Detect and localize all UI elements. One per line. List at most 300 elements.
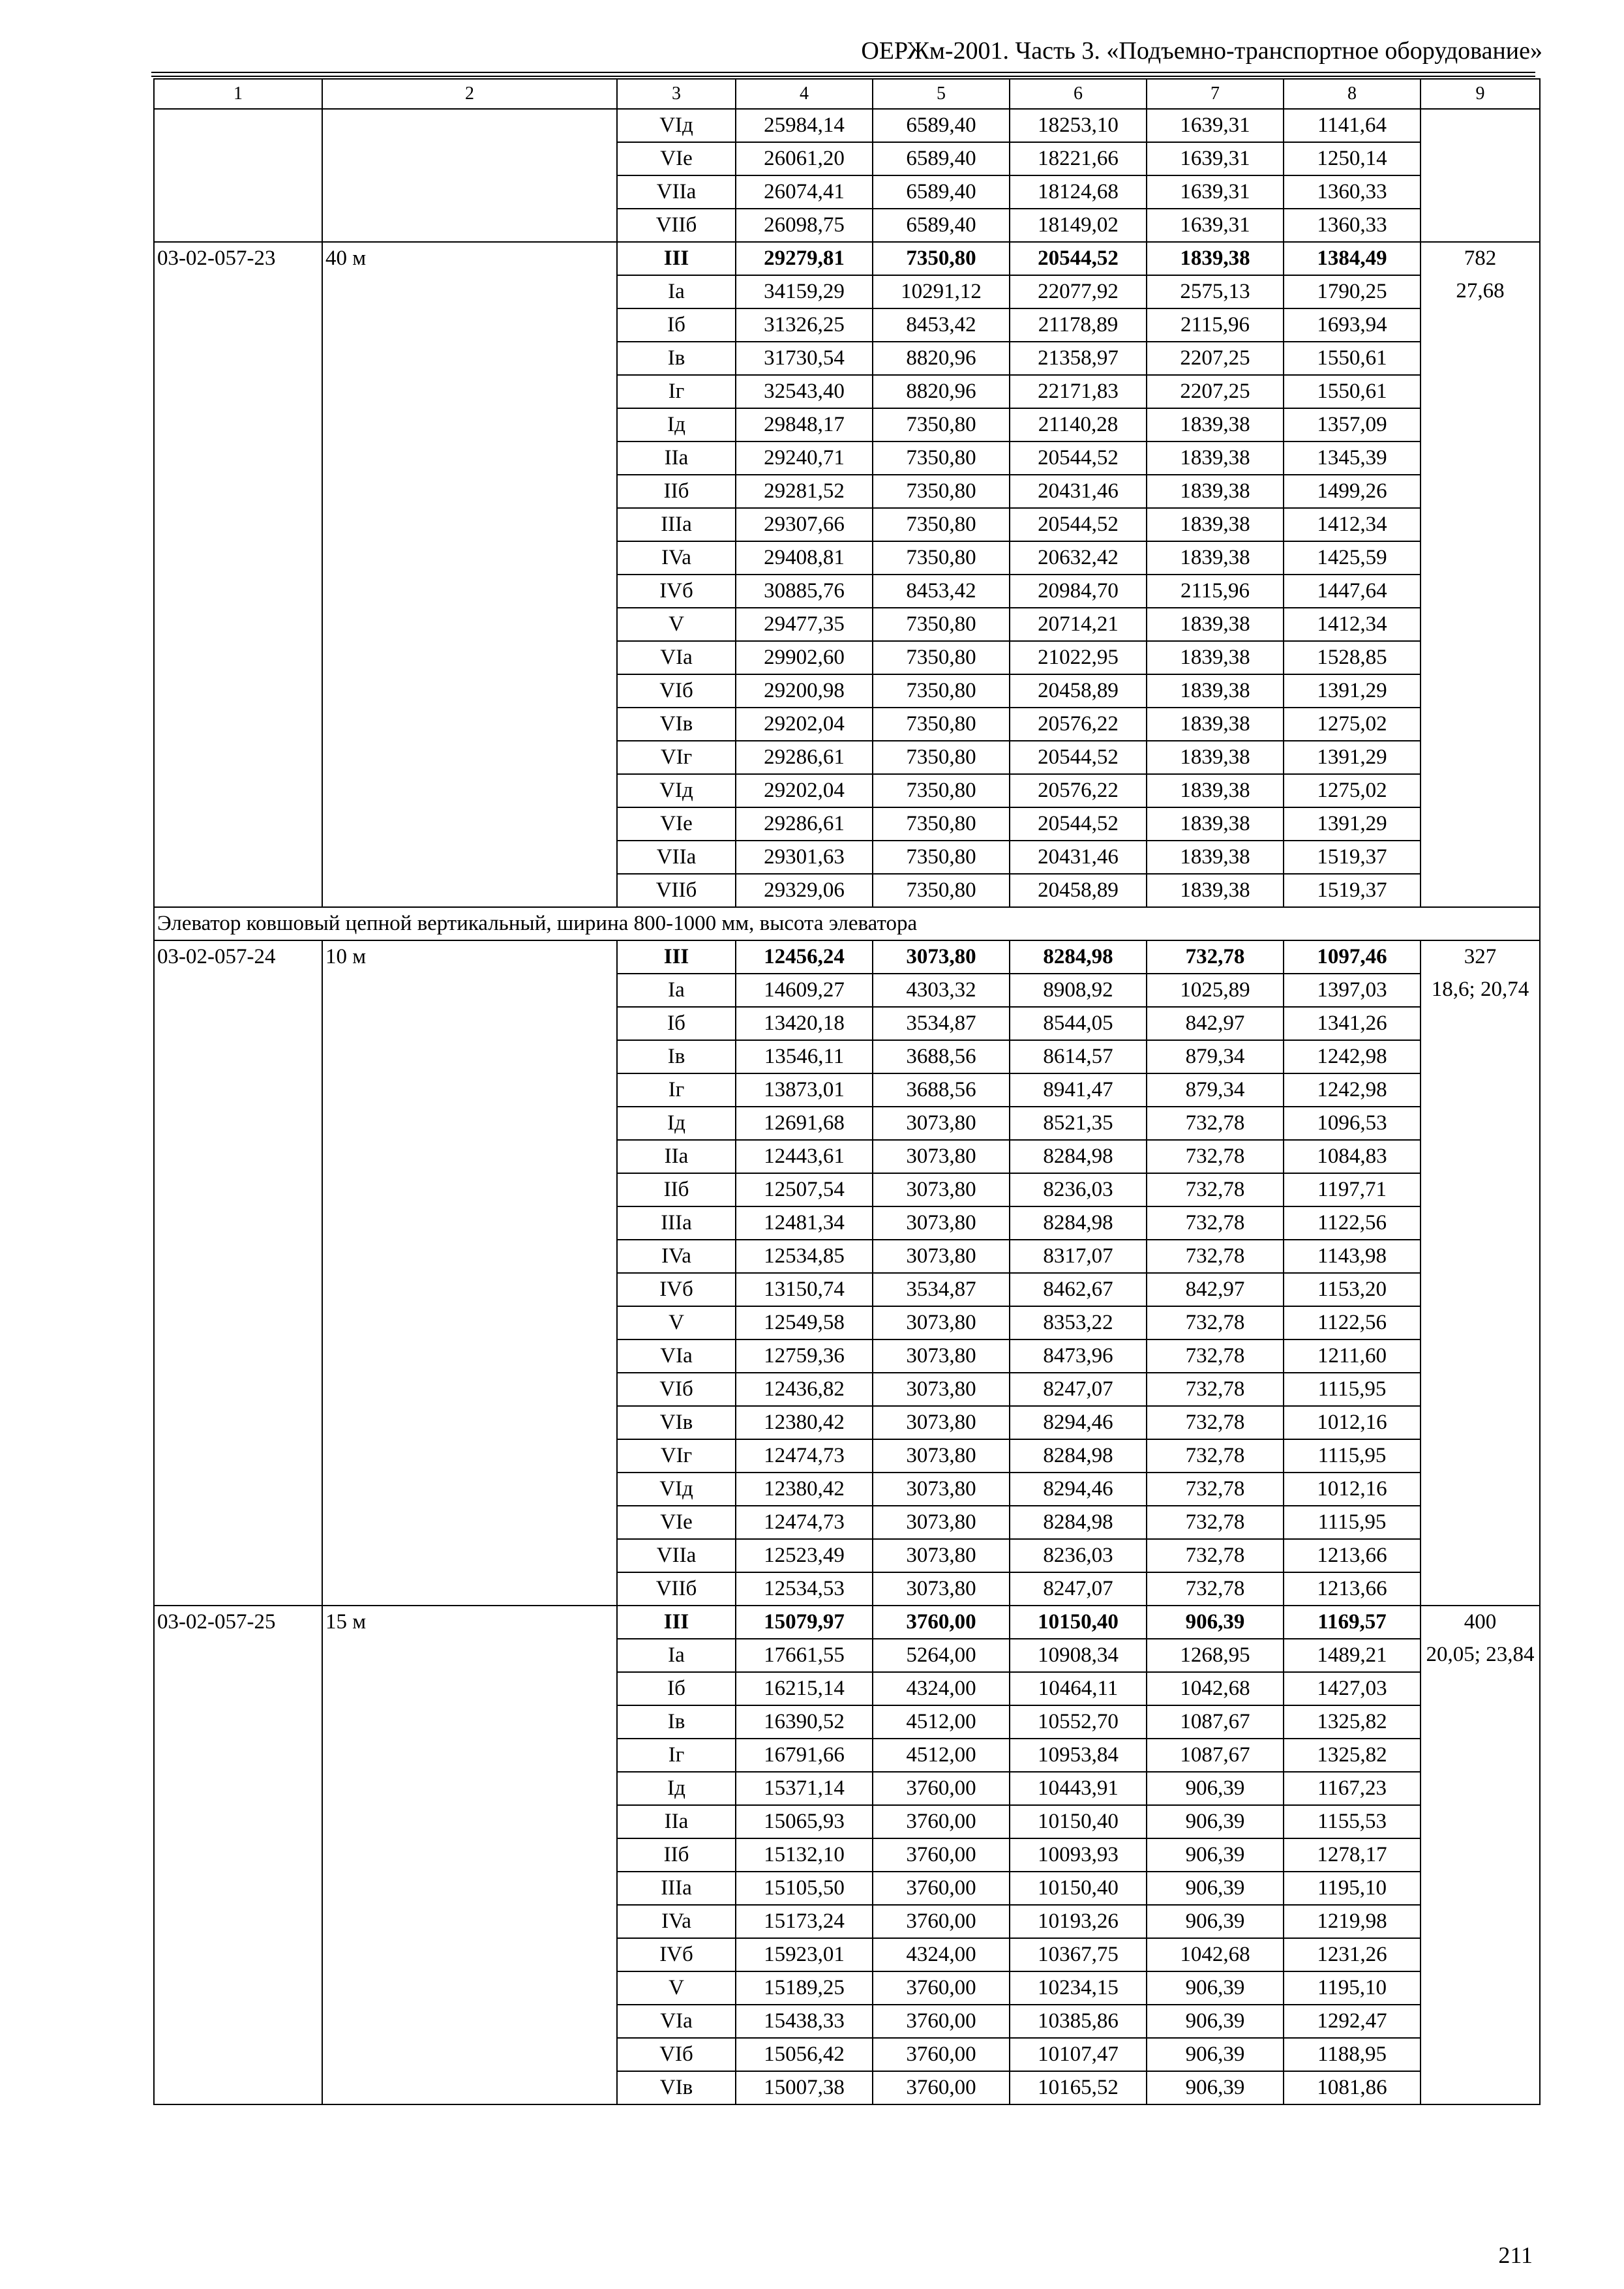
- machine-cost-cell: 10908,34: [1010, 1639, 1147, 1672]
- total-cost-cell: 12474,73: [736, 1506, 873, 1539]
- materials-cost-cell: 1412,34: [1284, 608, 1421, 641]
- total-cost-cell: 12759,36: [736, 1339, 873, 1373]
- table-row: [154, 1140, 1540, 1173]
- labor-cost-cell: 3760,00: [873, 2005, 1010, 2038]
- zone-cell: VIa: [617, 1339, 736, 1373]
- code-cell: [154, 1572, 322, 1606]
- parameter-cell: [322, 841, 617, 874]
- labor-cost-cell: 4512,00: [873, 1739, 1010, 1772]
- total-cost-cell: 14609,27: [736, 974, 873, 1007]
- parameter-cell: [322, 1073, 617, 1107]
- parameter-cell: [322, 1739, 617, 1772]
- labor-hours-cell: [1421, 841, 1540, 874]
- table-row: [154, 1971, 1540, 2005]
- machine-cost-cell: 8236,03: [1010, 1539, 1147, 1572]
- parameter-cell: [322, 2071, 617, 2104]
- code-cell: [154, 109, 322, 142]
- total-cost-cell: 15923,01: [736, 1938, 873, 1971]
- operator-wage-cell: 2575,13: [1147, 275, 1284, 308]
- zone-cell: Iв: [617, 1040, 736, 1073]
- table-row: [154, 774, 1540, 807]
- operator-wage-cell: 1839,38: [1147, 242, 1284, 275]
- labor-hours-cell: [1421, 109, 1540, 142]
- machine-cost-cell: 20544,52: [1010, 441, 1147, 475]
- table-row: [154, 1506, 1540, 1539]
- parameter-cell: [322, 1339, 617, 1373]
- code-cell: [154, 708, 322, 741]
- table-row: [154, 1473, 1540, 1506]
- parameter-cell: [322, 1473, 617, 1506]
- zone-cell: IVa: [617, 1240, 736, 1273]
- code-cell: [154, 1838, 322, 1872]
- operator-wage-cell: 842,97: [1147, 1273, 1284, 1306]
- parameter-cell: [322, 608, 617, 641]
- parameter-cell: [322, 1639, 617, 1672]
- column-number-row: [154, 79, 1540, 109]
- labor-hours-cell: [1421, 1772, 1540, 1805]
- operator-wage-cell: 1087,67: [1147, 1739, 1284, 1772]
- machine-cost-cell: 8521,35: [1010, 1107, 1147, 1140]
- materials-cost-cell: 1081,86: [1284, 2071, 1421, 2104]
- machine-cost-cell: 21178,89: [1010, 308, 1147, 342]
- labor-cost-cell: 3073,80: [873, 940, 1010, 974]
- parameter-cell: [322, 275, 617, 308]
- zone-cell: VIIб: [617, 874, 736, 907]
- zone-cell: VIa: [617, 641, 736, 674]
- zone-cell: Iб: [617, 308, 736, 342]
- labor-cost-cell: 6589,40: [873, 175, 1010, 209]
- zone-cell: III: [617, 940, 736, 974]
- table-row: [154, 940, 1540, 974]
- operator-wage-cell: 906,39: [1147, 1805, 1284, 1838]
- zone-cell: Iв: [617, 1705, 736, 1739]
- zone-cell: VIIa: [617, 841, 736, 874]
- table-row: [154, 109, 1540, 142]
- materials-cost-cell: 1550,61: [1284, 342, 1421, 375]
- zone-cell: VIг: [617, 741, 736, 774]
- code-cell: [154, 1140, 322, 1173]
- operator-wage-cell: 2207,25: [1147, 342, 1284, 375]
- total-cost-cell: 29408,81: [736, 541, 873, 575]
- total-cost-cell: 12443,61: [736, 1140, 873, 1173]
- code-cell: [154, 541, 322, 575]
- machine-cost-cell: 18221,66: [1010, 142, 1147, 175]
- materials-cost-cell: 1195,10: [1284, 1971, 1421, 2005]
- code-cell: [154, 342, 322, 375]
- zone-cell: IVб: [617, 1938, 736, 1971]
- machine-cost-cell: 8284,98: [1010, 1439, 1147, 1473]
- labor-cost-cell: 3073,80: [873, 1107, 1010, 1140]
- parameter-cell: [322, 1306, 617, 1339]
- machine-cost-cell: 10150,40: [1010, 1805, 1147, 1838]
- materials-cost-cell: 1341,26: [1284, 1007, 1421, 1040]
- zone-cell: VIд: [617, 1473, 736, 1506]
- zone-cell: VIIб: [617, 209, 736, 242]
- labor-cost-cell: 3760,00: [873, 1872, 1010, 1905]
- labor-cost-cell: 7350,80: [873, 641, 1010, 674]
- code-cell: 03-02-057-23: [154, 242, 322, 275]
- table-row: [154, 342, 1540, 375]
- table-row: [154, 1838, 1540, 1872]
- operator-wage-cell: 1839,38: [1147, 841, 1284, 874]
- total-cost-cell: 29902,60: [736, 641, 873, 674]
- total-cost-cell: 15438,33: [736, 2005, 873, 2038]
- zone-cell: IVб: [617, 575, 736, 608]
- table-row: [154, 209, 1540, 242]
- table-row: [154, 1672, 1540, 1705]
- parameter-cell: [322, 1572, 617, 1606]
- materials-cost-cell: 1143,98: [1284, 1240, 1421, 1273]
- operator-wage-cell: 732,78: [1147, 1206, 1284, 1240]
- table-row: [154, 1639, 1540, 1672]
- total-cost-cell: 12436,82: [736, 1373, 873, 1406]
- labor-cost-cell: 7350,80: [873, 508, 1010, 541]
- page-header-title: ОЕРЖм-2001. Часть 3. «Подъемно-транспортное оборудование»: [861, 37, 1542, 65]
- code-cell: [154, 974, 322, 1007]
- labor-hours-cell: 327: [1421, 940, 1540, 974]
- operator-wage-cell: 732,78: [1147, 1339, 1284, 1373]
- parameter-cell: [322, 1838, 617, 1872]
- total-cost-cell: 29202,04: [736, 774, 873, 807]
- labor-hours-cell: [1421, 1306, 1540, 1339]
- machine-cost-cell: 20544,52: [1010, 807, 1147, 841]
- labor-hours-cell: [1421, 1938, 1540, 1971]
- machine-cost-cell: 10165,52: [1010, 2071, 1147, 2104]
- parameter-cell: [322, 1705, 617, 1739]
- operator-wage-cell: 1839,38: [1147, 807, 1284, 841]
- labor-cost-cell: 4324,00: [873, 1938, 1010, 1971]
- labor-hours-cell: [1421, 342, 1540, 375]
- labor-hours-cell: [1421, 1173, 1540, 1206]
- machine-cost-cell: 20576,22: [1010, 774, 1147, 807]
- code-cell: [154, 1539, 322, 1572]
- operator-wage-cell: 906,39: [1147, 1838, 1284, 1872]
- machine-cost-cell: 10193,26: [1010, 1905, 1147, 1938]
- machine-cost-cell: 20544,52: [1010, 242, 1147, 275]
- labor-cost-cell: 3073,80: [873, 1306, 1010, 1339]
- operator-wage-cell: 1839,38: [1147, 541, 1284, 575]
- code-cell: [154, 1173, 322, 1206]
- code-cell: [154, 641, 322, 674]
- materials-cost-cell: 1231,26: [1284, 1938, 1421, 1971]
- labor-hours-cell: [1421, 1240, 1540, 1273]
- labor-hours-cell: [1421, 2005, 1540, 2038]
- materials-cost-cell: 1188,95: [1284, 2038, 1421, 2071]
- code-cell: [154, 408, 322, 441]
- column-number: 9: [1421, 79, 1540, 109]
- parameter-cell: [322, 1273, 617, 1306]
- code-cell: [154, 1206, 322, 1240]
- table-row: [154, 1306, 1540, 1339]
- zone-cell: VIд: [617, 774, 736, 807]
- machine-cost-cell: 8284,98: [1010, 1506, 1147, 1539]
- labor-hours-cell: [1421, 1073, 1540, 1107]
- zone-cell: V: [617, 1971, 736, 2005]
- parameter-cell: [322, 575, 617, 608]
- labor-hours-cell: [1421, 1339, 1540, 1373]
- code-cell: [154, 2038, 322, 2071]
- labor-cost-cell: 8820,96: [873, 342, 1010, 375]
- machine-cost-cell: 8353,22: [1010, 1306, 1147, 1339]
- labor-hours-cell: [1421, 774, 1540, 807]
- code-cell: [154, 774, 322, 807]
- table-row: [154, 1240, 1540, 1273]
- operator-wage-cell: 906,39: [1147, 1772, 1284, 1805]
- materials-cost-cell: 1250,14: [1284, 142, 1421, 175]
- labor-hours-cell: [1421, 1739, 1540, 1772]
- machine-cost-cell: 20431,46: [1010, 841, 1147, 874]
- labor-hours-cell: [1421, 1872, 1540, 1905]
- zone-cell: IVa: [617, 541, 736, 575]
- code-cell: [154, 1406, 322, 1439]
- labor-hours-cell: [1421, 1040, 1540, 1073]
- section-heading: Элеватор ковшовый цепной вертикальный, ширина 800-1000 мм, высота элеватора: [154, 907, 1540, 940]
- code-cell: [154, 807, 322, 841]
- parameter-cell: [322, 1173, 617, 1206]
- column-number: 6: [1010, 79, 1147, 109]
- total-cost-cell: 12691,68: [736, 1107, 873, 1140]
- zone-cell: IVб: [617, 1273, 736, 1306]
- labor-cost-cell: 3073,80: [873, 1240, 1010, 1273]
- labor-hours-cell: [1421, 1406, 1540, 1439]
- table-row: [154, 1373, 1540, 1406]
- table-row: [154, 1572, 1540, 1606]
- machine-cost-cell: 10385,86: [1010, 2005, 1147, 2038]
- code-cell: [154, 1705, 322, 1739]
- total-cost-cell: 12507,54: [736, 1173, 873, 1206]
- zone-cell: V: [617, 608, 736, 641]
- materials-cost-cell: 1153,20: [1284, 1273, 1421, 1306]
- total-cost-cell: 13546,11: [736, 1040, 873, 1073]
- materials-cost-cell: 1213,66: [1284, 1539, 1421, 1572]
- code-cell: [154, 1073, 322, 1107]
- labor-hours-cell: 18,6; 20,74: [1421, 974, 1540, 1007]
- parameter-cell: [322, 1107, 617, 1140]
- code-cell: [154, 175, 322, 209]
- total-cost-cell: 26098,75: [736, 209, 873, 242]
- zone-cell: IIIa: [617, 508, 736, 541]
- code-cell: [154, 874, 322, 907]
- materials-cost-cell: 1292,47: [1284, 2005, 1421, 2038]
- code-cell: [154, 1938, 322, 1971]
- materials-cost-cell: 1425,59: [1284, 541, 1421, 575]
- operator-wage-cell: 2115,96: [1147, 308, 1284, 342]
- total-cost-cell: 15105,50: [736, 1872, 873, 1905]
- operator-wage-cell: 732,78: [1147, 1572, 1284, 1606]
- labor-hours-cell: [1421, 1473, 1540, 1506]
- materials-cost-cell: 1519,37: [1284, 841, 1421, 874]
- code-cell: [154, 674, 322, 708]
- zone-cell: VIe: [617, 142, 736, 175]
- materials-cost-cell: 1213,66: [1284, 1572, 1421, 1606]
- table-row: [154, 475, 1540, 508]
- operator-wage-cell: 906,39: [1147, 1971, 1284, 2005]
- labor-hours-cell: 400: [1421, 1606, 1540, 1639]
- zone-cell: IIa: [617, 1805, 736, 1838]
- materials-cost-cell: 1197,71: [1284, 1173, 1421, 1206]
- table-row: [154, 1439, 1540, 1473]
- zone-cell: Iг: [617, 375, 736, 408]
- code-cell: [154, 1007, 322, 1040]
- table-row: [154, 275, 1540, 308]
- parameter-cell: [322, 342, 617, 375]
- code-cell: [154, 575, 322, 608]
- parameter-cell: [322, 641, 617, 674]
- total-cost-cell: 25984,14: [736, 109, 873, 142]
- code-cell: [154, 441, 322, 475]
- zone-cell: VIIa: [617, 1539, 736, 1572]
- zone-cell: VIIб: [617, 1572, 736, 1606]
- parameter-cell: [322, 1007, 617, 1040]
- labor-cost-cell: 3073,80: [873, 1406, 1010, 1439]
- machine-cost-cell: 10464,11: [1010, 1672, 1147, 1705]
- operator-wage-cell: 1839,38: [1147, 508, 1284, 541]
- code-cell: [154, 209, 322, 242]
- table-row: [154, 1872, 1540, 1905]
- operator-wage-cell: 1639,31: [1147, 209, 1284, 242]
- labor-hours-cell: [1421, 575, 1540, 608]
- table-row: [154, 1040, 1540, 1073]
- labor-cost-cell: 3688,56: [873, 1073, 1010, 1107]
- total-cost-cell: 15007,38: [736, 2071, 873, 2104]
- labor-cost-cell: 3073,80: [873, 1206, 1010, 1240]
- operator-wage-cell: 1639,31: [1147, 175, 1284, 209]
- materials-cost-cell: 1012,16: [1284, 1406, 1421, 1439]
- zone-cell: Iб: [617, 1007, 736, 1040]
- machine-cost-cell: 8236,03: [1010, 1173, 1147, 1206]
- labor-hours-cell: [1421, 807, 1540, 841]
- labor-cost-cell: 3073,80: [873, 1373, 1010, 1406]
- machine-cost-cell: 8317,07: [1010, 1240, 1147, 1273]
- materials-cost-cell: 1122,56: [1284, 1206, 1421, 1240]
- total-cost-cell: 26074,41: [736, 175, 873, 209]
- materials-cost-cell: 1242,98: [1284, 1040, 1421, 1073]
- machine-cost-cell: 10443,91: [1010, 1772, 1147, 1805]
- table-row: [154, 541, 1540, 575]
- labor-hours-cell: [1421, 375, 1540, 408]
- section-heading-row: [154, 907, 1540, 940]
- table-row: [154, 575, 1540, 608]
- machine-cost-cell: 20576,22: [1010, 708, 1147, 741]
- table-row: [154, 1206, 1540, 1240]
- table-row: [154, 1173, 1540, 1206]
- machine-cost-cell: 8544,05: [1010, 1007, 1147, 1040]
- code-cell: [154, 1905, 322, 1938]
- materials-cost-cell: 1278,17: [1284, 1838, 1421, 1872]
- operator-wage-cell: 1268,95: [1147, 1639, 1284, 1672]
- operator-wage-cell: 1639,31: [1147, 109, 1284, 142]
- total-cost-cell: 15056,42: [736, 2038, 873, 2071]
- parameter-cell: [322, 175, 617, 209]
- labor-hours-cell: [1421, 1572, 1540, 1606]
- total-cost-cell: 29307,66: [736, 508, 873, 541]
- machine-cost-cell: 10150,40: [1010, 1606, 1147, 1639]
- code-cell: [154, 508, 322, 541]
- materials-cost-cell: 1489,21: [1284, 1639, 1421, 1672]
- materials-cost-cell: 1084,83: [1284, 1140, 1421, 1173]
- table-row: [154, 1273, 1540, 1306]
- operator-wage-cell: 732,78: [1147, 1539, 1284, 1572]
- materials-cost-cell: 1211,60: [1284, 1339, 1421, 1373]
- labor-cost-cell: 7350,80: [873, 807, 1010, 841]
- total-cost-cell: 30885,76: [736, 575, 873, 608]
- operator-wage-cell: 732,78: [1147, 1173, 1284, 1206]
- machine-cost-cell: 8462,67: [1010, 1273, 1147, 1306]
- operator-wage-cell: 732,78: [1147, 1140, 1284, 1173]
- parameter-cell: [322, 874, 617, 907]
- materials-cost-cell: 1242,98: [1284, 1073, 1421, 1107]
- machine-cost-cell: 10953,84: [1010, 1739, 1147, 1772]
- parameter-cell: [322, 1539, 617, 1572]
- labor-hours-cell: [1421, 1107, 1540, 1140]
- zone-cell: III: [617, 1606, 736, 1639]
- materials-cost-cell: 1499,26: [1284, 475, 1421, 508]
- labor-hours-cell: [1421, 1971, 1540, 2005]
- table-row: [154, 1107, 1540, 1140]
- labor-hours-cell: [1421, 508, 1540, 541]
- table-row: [154, 408, 1540, 441]
- parameter-cell: [322, 741, 617, 774]
- labor-cost-cell: 7350,80: [873, 408, 1010, 441]
- total-cost-cell: 31326,25: [736, 308, 873, 342]
- parameter-cell: [322, 475, 617, 508]
- materials-cost-cell: 1357,09: [1284, 408, 1421, 441]
- labor-cost-cell: 7350,80: [873, 608, 1010, 641]
- page-number: 211: [1498, 2242, 1533, 2268]
- machine-cost-cell: 20544,52: [1010, 741, 1147, 774]
- machine-cost-cell: 22077,92: [1010, 275, 1147, 308]
- labor-cost-cell: 7350,80: [873, 242, 1010, 275]
- labor-cost-cell: 3534,87: [873, 1273, 1010, 1306]
- labor-hours-cell: [1421, 874, 1540, 907]
- labor-cost-cell: 5264,00: [873, 1639, 1010, 1672]
- machine-cost-cell: 10093,93: [1010, 1838, 1147, 1872]
- operator-wage-cell: 1839,38: [1147, 408, 1284, 441]
- machine-cost-cell: 8284,98: [1010, 940, 1147, 974]
- operator-wage-cell: 1839,38: [1147, 641, 1284, 674]
- labor-hours-cell: [1421, 1805, 1540, 1838]
- machine-cost-cell: 8473,96: [1010, 1339, 1147, 1373]
- materials-cost-cell: 1155,53: [1284, 1805, 1421, 1838]
- operator-wage-cell: 1839,38: [1147, 608, 1284, 641]
- labor-hours-cell: [1421, 1838, 1540, 1872]
- column-number: 3: [617, 79, 736, 109]
- table-row: [154, 1905, 1540, 1938]
- code-cell: [154, 741, 322, 774]
- labor-hours-cell: [1421, 308, 1540, 342]
- total-cost-cell: 29286,61: [736, 741, 873, 774]
- operator-wage-cell: 2207,25: [1147, 375, 1284, 408]
- operator-wage-cell: 732,78: [1147, 1306, 1284, 1339]
- labor-cost-cell: 7350,80: [873, 874, 1010, 907]
- parameter-cell: [322, 1506, 617, 1539]
- operator-wage-cell: 1839,38: [1147, 708, 1284, 741]
- total-cost-cell: 32543,40: [736, 375, 873, 408]
- materials-cost-cell: 1096,53: [1284, 1107, 1421, 1140]
- labor-hours-cell: [1421, 175, 1540, 209]
- code-cell: [154, 475, 322, 508]
- price-table: [153, 78, 1541, 2105]
- table-row: [154, 674, 1540, 708]
- labor-hours-cell: [1421, 1140, 1540, 1173]
- total-cost-cell: 15065,93: [736, 1805, 873, 1838]
- labor-hours-cell: [1421, 2038, 1540, 2071]
- labor-hours-cell: [1421, 541, 1540, 575]
- code-cell: [154, 142, 322, 175]
- machine-cost-cell: 18124,68: [1010, 175, 1147, 209]
- operator-wage-cell: 906,39: [1147, 1872, 1284, 1905]
- total-cost-cell: 31730,54: [736, 342, 873, 375]
